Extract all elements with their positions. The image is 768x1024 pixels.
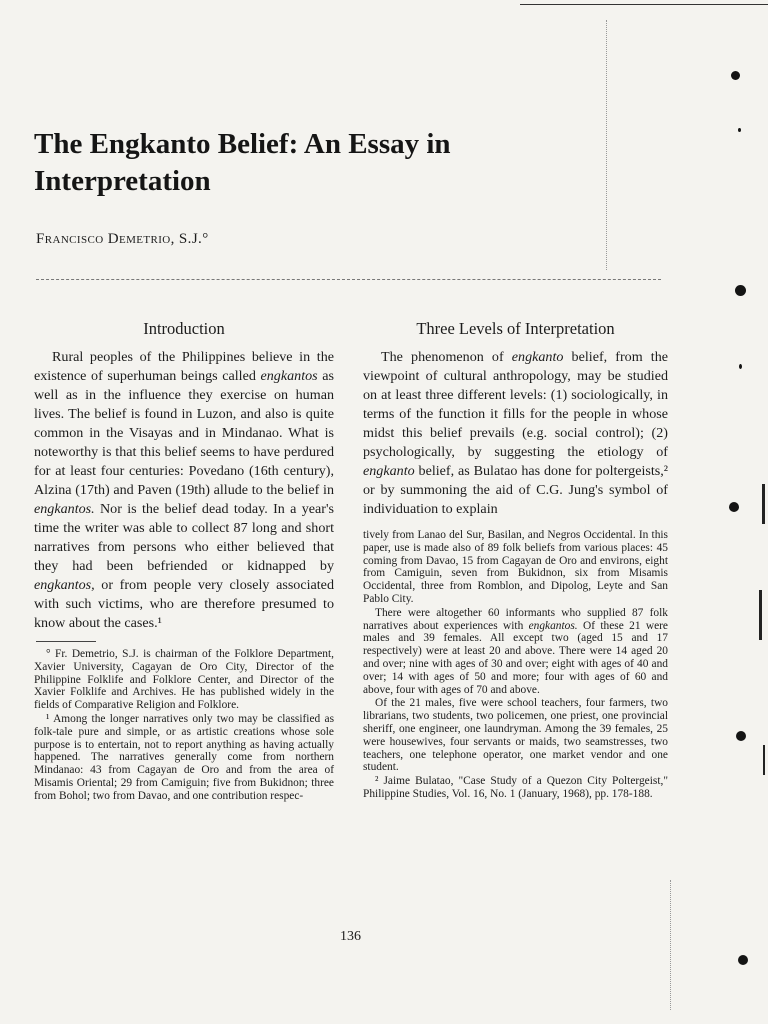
footnote-divider [36,641,96,642]
introduction-paragraph: Rural peoples of the Philippines believe in the existence of superhuman beings called engkantos as well as in the influence they exercise on human lives. The belief is found in Luzon, and also is quite common in the Visayas and in Mindanao. What is noteworthy is that this belief seems to have perdured for at least four centuries: Povedano (16th century), Alzina (17th) and Paven (19th) allude to the belief in engkantos. Nor is the belief dead today. In a year's time the writer was able to collect 87 long and short narratives from persons who either believed that they had been befriended or kidnapped by engkantos, or from people very closely associated with such victims, who are therefore presumed to know about the cases.¹ [34,349,334,631]
scan-speck [738,955,748,965]
scan-line [670,880,672,1010]
scan-speck [739,364,742,369]
margin-mark [759,590,762,640]
footnote-2: ² Jaime Bulatao, "Case Study of a Quezon City Poltergeist," Philippine Studies, Vol. 16, No. 1 (January, 1968), pp. 178-188. [363,775,668,800]
left-column [34,318,334,803]
footnote-1: ¹ Among the longer narratives only two may be classified as folk-tale pure and simple, or as artistic creations whose sole purpose is to entertain, not to report anything as having actually happened. The narratives generally come from northern Mindanao: 43 from Cagayan de Oro and from the area of Misamis Oriental; 29 from Camiguin; five from Bukidnon; three from Bohol; two from Davao, and one contribution respec- [34,712,334,802]
footnote-author: ° Fr. Demetrio, S.J. is chairman of the Folklore Department, Xavier University, Cagayan de Oro City, Director of the Philippine Folklife and Folklore Center, and Director of the Xavier Folklife and Archives. He has published widely in the fields of Comparative Religion and Folklore. [34,648,334,712]
top-rule [520,4,768,5]
header-divider [36,279,661,280]
margin-mark [763,745,765,775]
article-author: Francisco Demetrio, S.J.° [36,231,209,247]
scan-speck [738,128,741,132]
margin-mark [762,484,765,524]
article-title: The Engkanto Belief: An Essay in Interpretation [34,128,451,197]
scan-speck [731,71,740,80]
scan-speck [729,502,739,512]
scan-speck [735,285,746,296]
footnote-continuation [363,529,668,801]
section-heading-three-levels: Three Levels of Interpretation [416,319,615,338]
scan-speck [736,731,746,741]
footnote-1-continued: tively from Lanao del Sur, Basilan, and Negros Occidental. In this paper, use is made also of 89 folk beliefs from various places: 45 coming from Davao, 15 from Cagayan de Oro and environs, eight from Camiguin, seven from Bukidnon, six from Misamis Occidental, three from Romblon, and Dipolog, Leyte and San Pablo City. [363,529,668,605]
three-levels-paragraph: The phenomenon of engkanto belief, from the viewpoint of cultural anthropology, may be studied on at least three different levels: (1) sociologically, in terms of the function it fills for the people in whose midst this belief prevails (e.g. social control); (2) psychologically, by suggesting the etiology of engkanto belief, as Bulatao has done for poltergeists,² or by summoning the aid of C.G. Jung's symbol of individuation to explain [363,349,668,517]
footnote-informants: There were altogether 60 informants who supplied 87 folk narratives about experiences with engkantos. Of these 21 were males and 39 females. All except two (aged 15 and 17 respectively) were at least 20 and above. There were 14 aged 20 and over; nine with ages of 30 and over; eight with ages of 40 and over; 14 with ages of 50 and more; four with ages of 60 and above, four with ages of 70 and above. [363,606,668,696]
section-heading-introduction: Introduction [143,319,225,338]
scan-line [606,20,608,270]
footnote-males: Of the 21 males, five were school teachers, four farmers, two librarians, two students, two policemen, one priest, one provincial sheriff, one engineer, one laundryman. Among the 39 females, 25 were housewives, four servants or maids, two seamstresses, two teachers, one telephone operator, one market vendor and one student. [363,697,668,774]
page-number: 136 [340,929,361,944]
right-column [363,318,668,801]
